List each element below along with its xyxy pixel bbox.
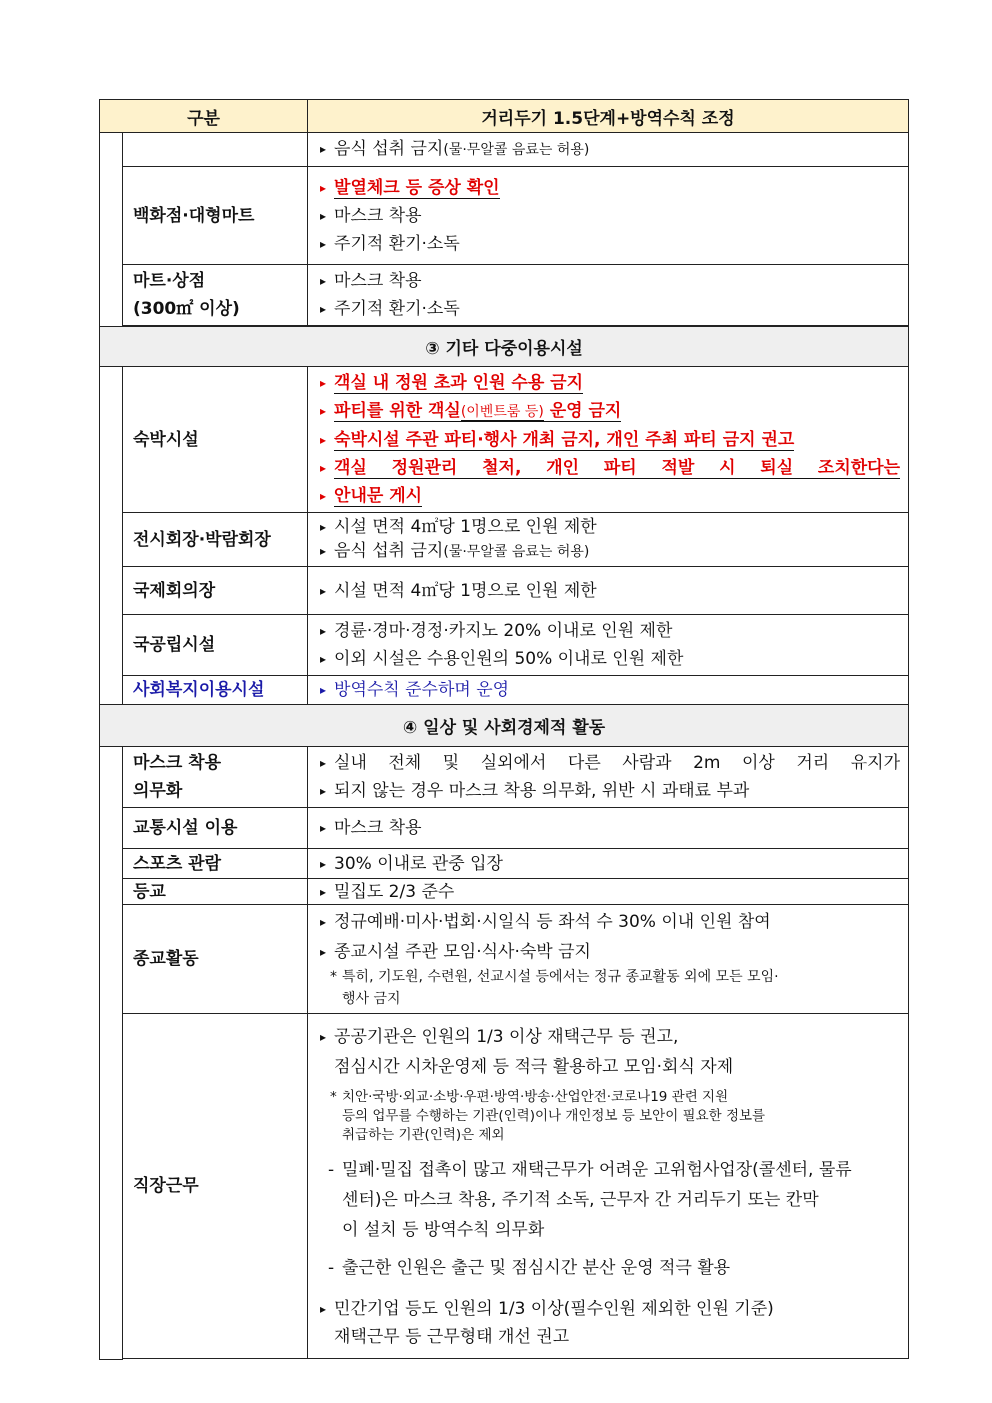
table-row xyxy=(100,615,909,676)
bullet: ▸ 마스크 착용 xyxy=(320,814,900,842)
category-label: 종교활동 xyxy=(123,905,308,1014)
bullet: ▸ 마스크 착용 xyxy=(320,202,900,230)
table-row xyxy=(100,905,909,1014)
bullet: ▸ 이외 시설은 수용인원의 50% 이내로 인원 제한 xyxy=(320,645,900,673)
dash-item: - 밀폐·밀집 접촉이 많고 재택근무가 어려운 고위험사업장(콜센터, 물류 센터)은 마스크 착용, 주기적 소독, 근무자 간 거리두기 또는 칸막 이 설치 등 방역수칙 의무화 xyxy=(328,1159,852,1240)
section-row xyxy=(100,705,909,747)
table-row xyxy=(100,265,909,326)
bullet-continuation: ▸ 안내문 게시 xyxy=(320,482,900,510)
bullet: ▸ 공공기관은 인원의 1/3 이상 재택근무 등 권고, 점심시간 시차운영제 등 적극 활용하고 모임·회식 자제 xyxy=(320,1022,900,1082)
table-row xyxy=(100,676,909,705)
category-label: 스포츠 관람 xyxy=(123,849,308,879)
bullet: ▸ 실내 전체 및 실외에서 다른 사람과 2m 이상 거리 유지가 xyxy=(320,749,900,777)
category-label: 사회복지이용시설 xyxy=(123,676,308,705)
bullet: ▸ 숙박시설 주관 파티·행사 개최 금지, 개인 주최 파티 금지 권고 xyxy=(320,426,900,454)
bullet: ▸ 경륜·경마·경정·카지노 20% 이내로 인원 제한 xyxy=(320,617,900,645)
group-gutter xyxy=(100,367,123,705)
bullet: ▸ 음식 섭취 금지(물·무알콜 음료는 허용) xyxy=(320,135,900,164)
note: * 치안·국방·외교·소방·우편·방역·방송·산업안전·코로나19 관련 지원 등의 업무를 수행하는 기관(인력)이나 개인정보 등 보안이 필요한 정보를 취급하는 기관(인력)은 제외 xyxy=(330,1088,766,1143)
category-label: 국제회의장 xyxy=(123,567,308,615)
category-label: 국공립시설 xyxy=(123,615,308,676)
category-label: 교통시설 이용 xyxy=(123,808,308,849)
table-row xyxy=(100,879,909,905)
bullet: ▸ 밀집도 2/3 준수 xyxy=(320,881,900,903)
bullet: ▸ 시설 면적 4㎡당 1명으로 인원 제한 xyxy=(320,515,900,539)
header-category: 구분 xyxy=(100,100,308,133)
bullet: ▸ 파티를 위한 객실(이벤트룸 등) 운영 금지 xyxy=(320,397,900,426)
bullet: ▸ 주기적 환기·소독 xyxy=(320,230,900,258)
section-title: ③ 기타 다중이용시설 xyxy=(100,327,909,367)
bullet: ▸ 객실 내 정원 초과 인원 수용 금지 xyxy=(320,369,900,397)
bullet: ▸ 객실 정원관리 철저, 개인 파티 적발 시 퇴실 조치한다는 xyxy=(320,454,900,482)
group-gutter xyxy=(100,133,123,327)
bullet: ▸ 민간기업 등도 인원의 1/3 이상(필수인원 제외한 인원 기준) 재택근무 등 근무형태 개선 권고 xyxy=(320,1295,900,1351)
empty-category xyxy=(123,133,308,167)
table-row xyxy=(100,808,909,849)
bullet: ▸ 정규예배·미사·법회·시일식 등 좌석 수 30% 이내 인원 참여 xyxy=(320,908,900,936)
category-label: 마스크 착용 의무화 xyxy=(123,747,308,808)
category-label: 등교 xyxy=(123,879,308,905)
table-row xyxy=(100,747,909,808)
bullet: ▸ 방역수칙 준수하며 운영 xyxy=(320,678,900,702)
note: * 특히, 기도원, 수련원, 선교시설 등에서는 정규 종교활동 외에 모든 모임· 행사 금지 xyxy=(330,969,779,1007)
bullet: ▸ 음식 섭취 금지(물·무알콜 음료는 허용) xyxy=(320,539,900,564)
table-row xyxy=(100,133,909,167)
table-row xyxy=(100,849,909,879)
guideline-table xyxy=(99,99,909,1360)
table-row xyxy=(100,513,909,567)
header-measures: 거리두기 1.5단계+방역수칙 조정 xyxy=(308,100,909,133)
category-label: 숙박시설 xyxy=(123,367,308,513)
category-label: 마트·상점 (300㎡ 이상) xyxy=(123,265,308,326)
group-gutter xyxy=(100,747,123,1360)
bullet: ▸ 발열체크 등 증상 확인 xyxy=(320,174,900,202)
bullet: ▸ 마스크 착용 xyxy=(320,267,900,295)
section-title: ④ 일상 및 사회경제적 활동 xyxy=(100,705,909,747)
category-label: 직장근무 xyxy=(123,1014,308,1359)
table-row xyxy=(100,167,909,265)
category-label: 전시회장·박람회장 xyxy=(123,513,308,567)
category-label: 백화점·대형마트 xyxy=(123,167,308,265)
table-row xyxy=(100,367,909,513)
bullet: ▸ 시설 면적 4㎡당 1명으로 인원 제한 xyxy=(320,577,900,605)
table-header-row xyxy=(100,100,909,133)
bullet: ▸ 종교시설 주관 모임·식사·숙박 금지 xyxy=(320,938,900,966)
bullet: ▸ 주기적 환기·소독 xyxy=(320,295,900,323)
table-row xyxy=(100,567,909,615)
table-row xyxy=(100,1014,909,1359)
bullet: ▸ 30% 이내로 관중 입장 xyxy=(320,851,900,877)
dash-item: - 출근한 인원은 출근 및 점심시간 분산 운영 적극 활용 xyxy=(328,1257,731,1278)
bullet-continuation: ▸ 되지 않는 경우 마스크 착용 의무화, 위반 시 과태료 부과 xyxy=(320,777,900,805)
section-row xyxy=(100,327,909,367)
